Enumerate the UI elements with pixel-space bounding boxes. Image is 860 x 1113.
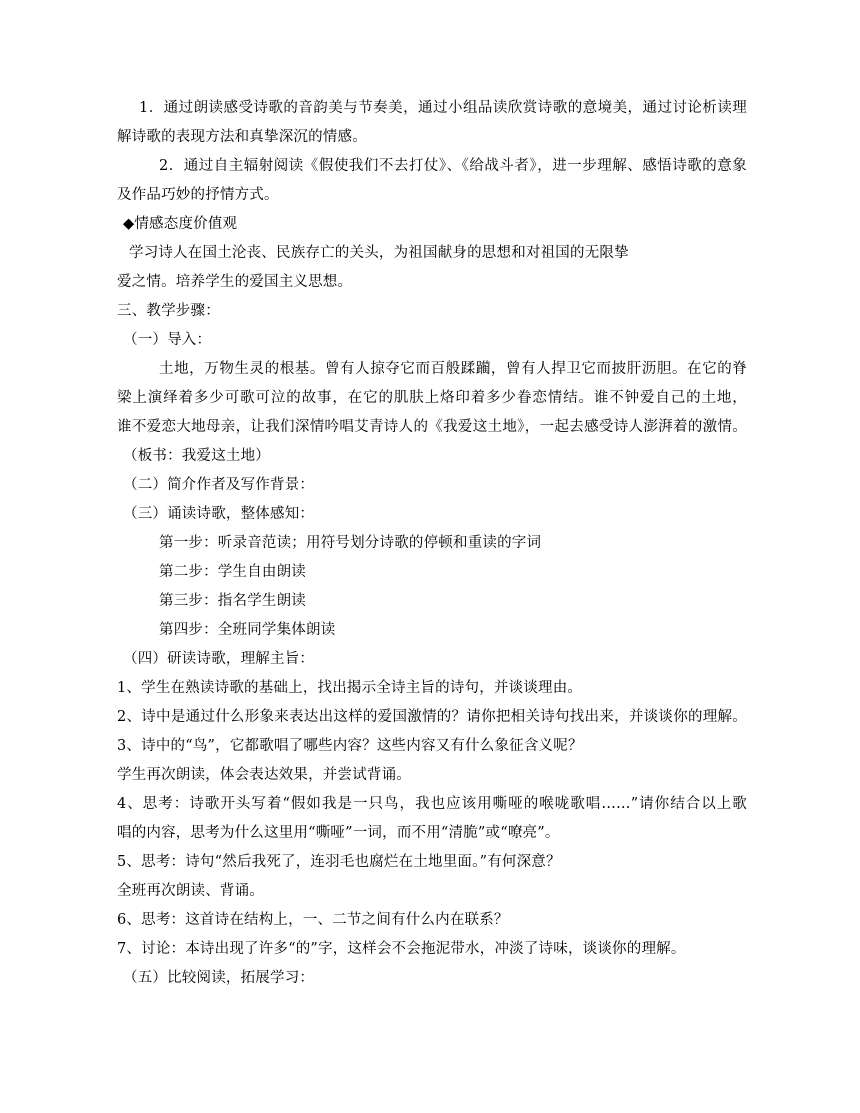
emotion-line-2: 爱之情。培养学生的爱国主义思想。 — [117, 274, 353, 290]
heading-introduction: （一）导入： — [123, 332, 212, 348]
question-5: 5、思考：诗句“然后我死了，连羽毛也腐烂在土地里面。”有何深意？ — [117, 854, 561, 870]
objective-1-line-1: 1．通过朗读感受诗歌的音韵美与节奏美，通过小组品读欣赏诗歌的意境美，通过讨论析读理 — [139, 100, 747, 116]
question-4-line-1: 4、思考：诗歌开头写着“假如我是一只鸟，我也应该用嘶哑的喉咙歌唱……”请你结合以上歌 — [117, 796, 747, 812]
question-4-line-2: 唱的内容，思考为什么这里用“嘶哑”一词，而不用“清脆”或“嘹亮”。 — [117, 825, 560, 841]
board-note: （板书：我爱这土地） — [123, 448, 270, 464]
heading-teaching-steps: 三、教学步骤： — [117, 303, 220, 319]
intro-paragraph-line-1: 土地，万物生灵的根基。曾有人掠夺它而百般蹂躏，曾有人捍卫它而披肝沥胆。在它的脊 — [159, 361, 747, 377]
objective-1-line-2: 解诗歌的表现方法和真挚深沉的情感。 — [117, 129, 367, 145]
question-2: 2、诗中是通过什么形象来表达出这样的爱国激情的？请你把相关诗句找出来，并谈谈你的理解。 — [117, 709, 747, 725]
heading-study-theme: （四）研读诗歌，理解主旨： — [123, 651, 315, 667]
heading-comparative-reading: （五）比较阅读，拓展学习： — [123, 970, 315, 986]
emotion-line-1: 学习诗人在国土沦丧、民族存亡的关头，为祖国献身的思想和对祖国的无限挚 — [129, 245, 629, 261]
section-heading-emotion: ◆情感态度价值观 — [123, 216, 238, 232]
step-2: 第二步：学生自由朗读 — [159, 564, 306, 580]
question-3: 3、诗中的“鸟”，它都歌唱了哪些内容？这些内容又有什么象征含义呢？ — [117, 738, 583, 754]
reading-note-2: 全班再次朗读、背诵。 — [117, 883, 264, 899]
intro-paragraph-line-2: 梁上演绎着多少可歌可泣的故事，在它的肌肤上烙印着多少眷恋情结。谁不钟爱自己的土地， — [117, 390, 747, 406]
objective-2-line-2: 及作品巧妙的抒情方式。 — [117, 187, 279, 203]
question-1: 1、学生在熟读诗歌的基础上，找出揭示全诗主旨的诗句，并谈谈理由。 — [117, 680, 583, 696]
heading-author-background: （二）简介作者及写作背景： — [123, 477, 315, 493]
step-3: 第三步：指名学生朗读 — [159, 593, 306, 609]
intro-paragraph-line-3: 谁不爱恋大地母亲，让我们深情吟唱艾青诗人的《我爱这土地》，一起去感受诗人澎湃着的激情。 — [117, 419, 747, 435]
question-7: 7、讨论：本诗出现了许多“的”字，这样会不会拖泥带水，冲淡了诗味，谈谈你的理解。 — [117, 941, 686, 957]
heading-recite-poem: （三）诵读诗歌，整体感知： — [123, 506, 315, 522]
step-4: 第四步：全班同学集体朗读 — [159, 622, 336, 638]
step-1: 第一步：听录音范读；用符号划分诗歌的停顿和重读的字词 — [159, 535, 542, 551]
question-6: 6、思考：这首诗在结构上，一、二节之间有什么内在联系？ — [117, 912, 509, 928]
reading-note-1: 学生再次朗读，体会表达效果，并尝试背诵。 — [117, 767, 411, 783]
objective-2-line-1: 2．通过自主辐射阅读《假使我们不去打仗》、《给战斗者》，进一步理解、感悟诗歌的意象 — [159, 158, 747, 174]
